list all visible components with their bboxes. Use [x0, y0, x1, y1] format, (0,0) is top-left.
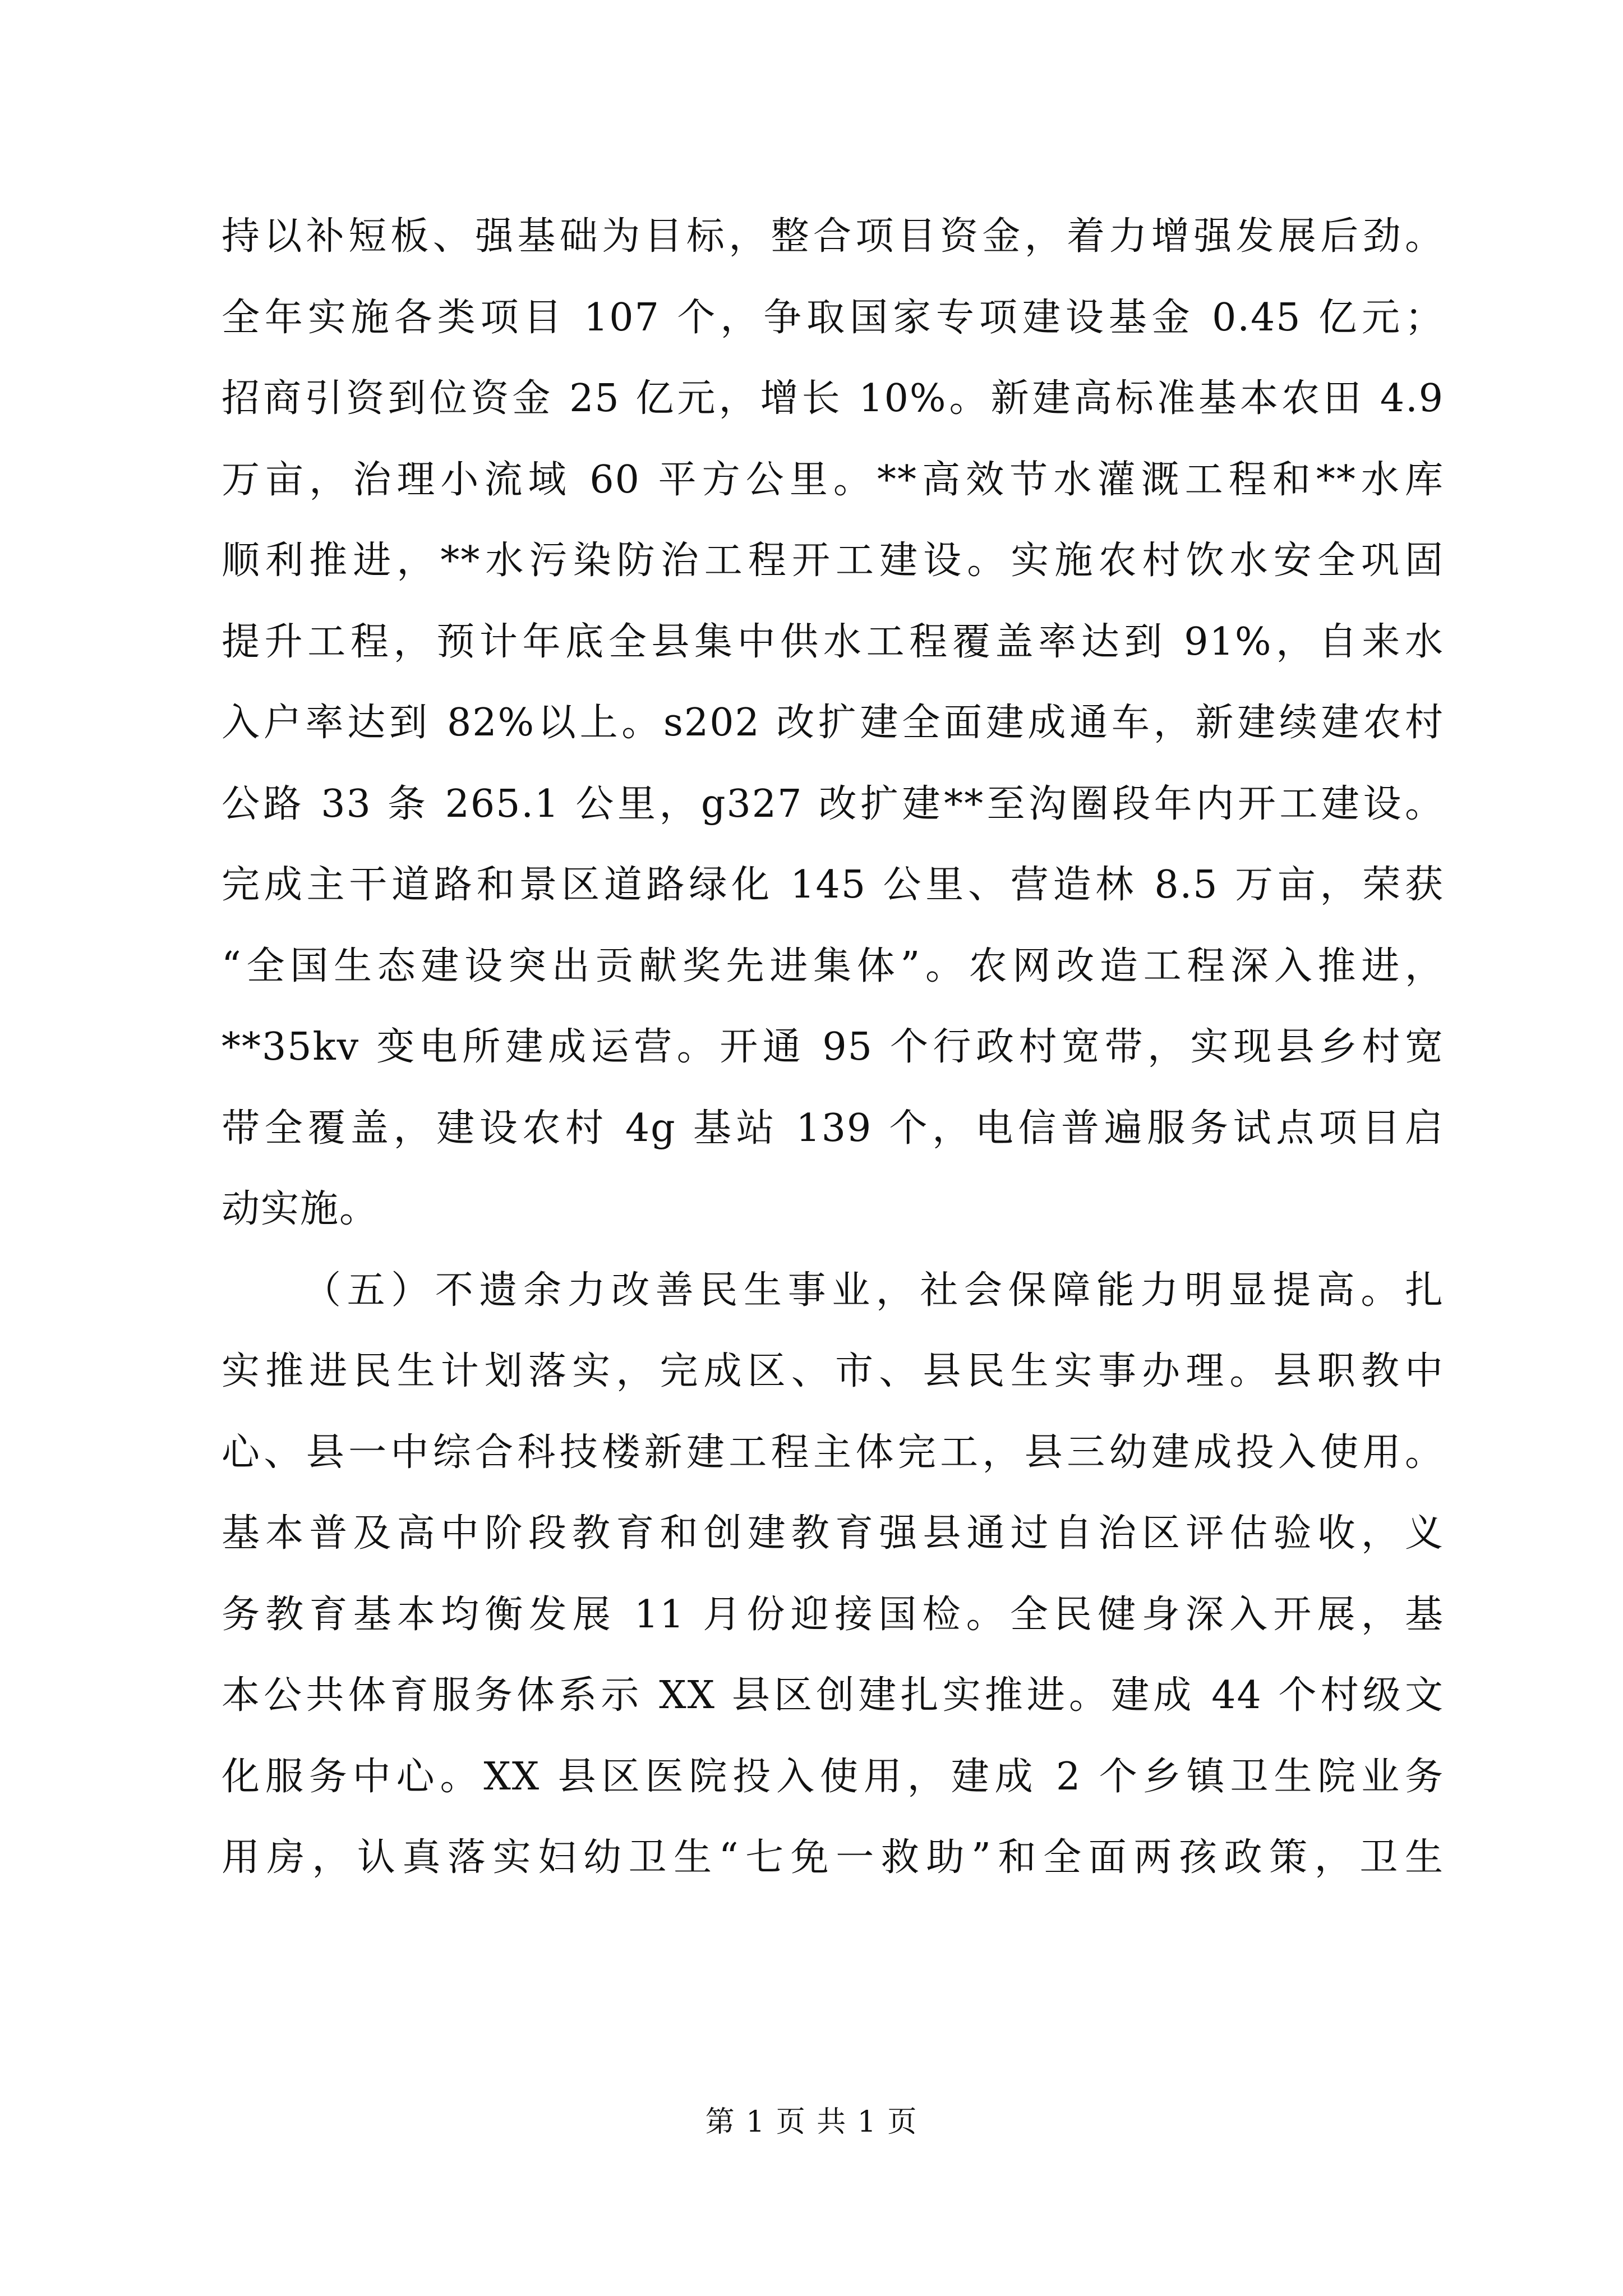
text-line: 持以补短板、强基础为目标，整合项目资金，着力增强发展后劲。 [222, 214, 1444, 259]
text-line: 入户率达到 82%以上。s202 改扩建全面建成通车，新建续建农村 [222, 701, 1444, 745]
text-line: 提升工程，预计年底全县集中供水工程覆盖率达到 91%，自来水 [222, 619, 1444, 664]
text-line: **35kv 变电所建成运营。开通 95 个行政村宽带，实现县乡村宽 [222, 1025, 1444, 1069]
text-line: 务教育基本均衡发展 11 月份迎接国检。全民健身深入开展，基 [222, 1592, 1444, 1637]
text-line: 全年实施各类项目 107 个，争取国家专项建设基金 0.45 亿元； [222, 295, 1444, 340]
text-line: 公路 33 条 265.1 公里，g327 改扩建**至沟圈段年内开工建设。 [222, 781, 1444, 826]
text-line: 本公共体育服务体系示 XX 县区创建扎实推进。建成 44 个村级文 [222, 1673, 1444, 1718]
text-line: 万亩，治理小流域 60 平方公里。**高效节水灌溉工程和**水库 [222, 457, 1444, 502]
text-line: 化服务中心。XX 县区医院投入使用，建成 2 个乡镇卫生院业务 [222, 1754, 1444, 1799]
text-line: 实推进民生计划落实，完成区、市、县民生实事办理。县职教中 [222, 1349, 1444, 1393]
page-footer: 第 1 页 共 1 页 [705, 2105, 918, 2139]
text-line: 动实施。 [222, 1187, 379, 1231]
text-line: 带全覆盖，建设农村 4g 基站 139 个，电信普遍服务试点项目启 [222, 1106, 1444, 1151]
text-line: 招商引资到位资金 25 亿元，增长 10%。新建高标准基本农田 4.9 [222, 376, 1444, 421]
text-line: 完成主干道路和景区道路绿化 145 公里、营造林 8.5 万亩，荣获 [222, 863, 1444, 907]
text-line: 用房，认真落实妇幼卫生“七免一救助”和全面两孩政策，卫生 [222, 1835, 1444, 1880]
text-line: 基本普及高中阶段教育和创建教育强县通过自治区评估验收，义 [222, 1511, 1444, 1556]
body-text [222, 196, 1444, 1899]
section-heading-line: （五）不遗余力改善民生事业，社会保障能力明显提高。扎 [303, 1268, 1444, 1313]
text-line: 顺利推进，**水污染防治工程开工建设。实施农村饮水安全巩固 [222, 539, 1444, 583]
text-line: 心、县一中综合科技楼新建工程主体完工，县三幼建成投入使用。 [222, 1430, 1444, 1475]
text-line: “全国生态建设突出贡献奖先进集体”。农网改造工程深入推进， [222, 944, 1444, 988]
